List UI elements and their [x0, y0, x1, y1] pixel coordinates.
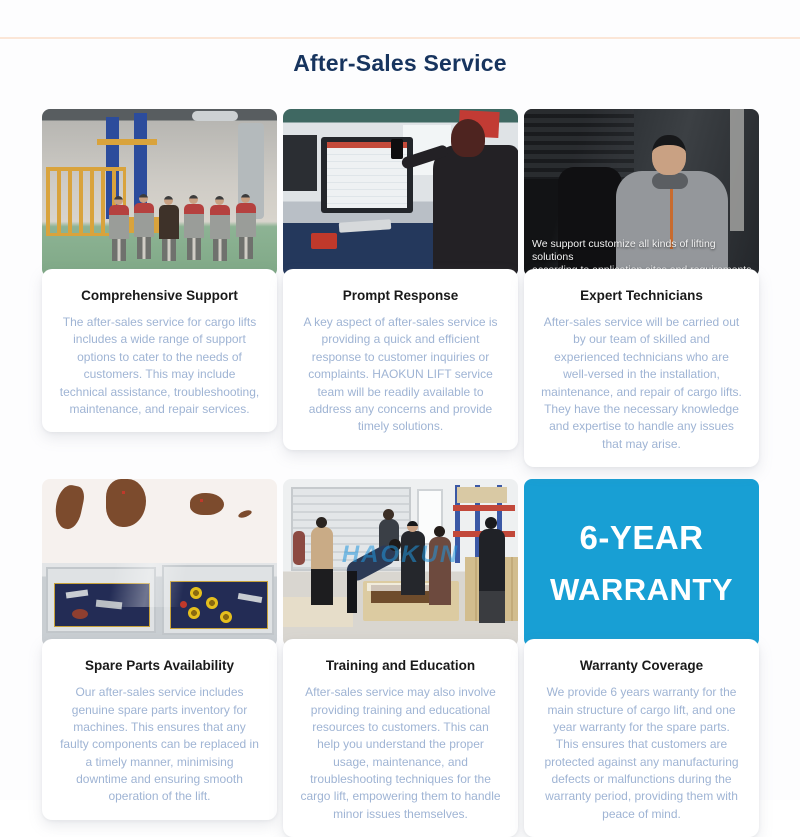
worker-figure: [159, 205, 179, 261]
world-map-australia-art: [190, 493, 224, 515]
world-map-africa-art: [106, 479, 146, 527]
cell-comprehensive-support: [42, 109, 277, 467]
service-cards-grid: [42, 109, 759, 837]
card-body: The after-sales service for cargo lifts includes a wide range of support options to cater to the needs of customers. This may include technical assistance, troubleshooting, maintenance, and repair services.: [59, 315, 260, 416]
jacket-collar-art: [652, 173, 688, 189]
card-training-and-education: [283, 639, 518, 837]
bending-worker-legs-art: [347, 571, 357, 613]
bright-door-edge-art: [730, 109, 744, 231]
rack-beam-art: [453, 505, 515, 511]
keyboard-art: [339, 219, 392, 233]
card-body: After-sales service will be carried out by our team of skilled and experienced technicians who are well-versed in the installation, maintenance, and repair of cargo lifts. They have the necessary knowledge and expertise to handle any issues that may arise.: [541, 315, 742, 451]
card-body: We provide 6 years warranty for the main structure of cargo lift, and one year warranty for the spare parts. This ensures that customers are protected against any manufacturing defects or malfunctions during the warranty period, providing them with peace of mind.: [544, 685, 739, 821]
cell-warranty-coverage: [524, 479, 759, 837]
cell-expert-technicians: [524, 109, 759, 467]
visitor-head-art: [485, 517, 497, 529]
photo-factory-lift-team: [42, 109, 277, 277]
card-body: After-sales service may also involve providing training and educational resources to customers. This can help you understand the proper usage, maintenance, and troubleshooting techniques for the cargo lift, empowering them to handle minor issues themselves.: [300, 685, 501, 821]
card-title: Expert Technicians: [580, 288, 703, 303]
yellow-beam-art: [97, 139, 157, 145]
worker-figure: [210, 205, 230, 261]
warranty-banner-line-2: WARRANTY: [549, 572, 734, 608]
card-prompt-response: [283, 269, 518, 450]
worker-figure: [134, 203, 154, 259]
cell-prompt-response: [283, 109, 518, 467]
map-pin-dot-art: [122, 491, 125, 494]
world-map-south-america-art: [52, 483, 87, 531]
worker-figure: [184, 204, 204, 260]
card-title: Warranty Coverage: [579, 658, 704, 674]
back-monitor-art: [283, 135, 317, 191]
red-calculator-art: [311, 233, 337, 249]
stored-crate-art: [457, 487, 507, 503]
worker-figure: [236, 203, 256, 259]
haokun-watermark: HAOKUN: [341, 541, 460, 569]
customer-head-art: [451, 119, 485, 157]
top-divider-line: [0, 37, 800, 39]
card-title: Training and Education: [325, 658, 476, 674]
phone-art: [391, 139, 403, 159]
photo-spare-parts-showroom: [42, 479, 277, 647]
photo-crate-packing: [283, 479, 518, 647]
visitor-head-art: [434, 526, 445, 537]
card-comprehensive-support: [42, 269, 277, 432]
card-title: Prompt Response: [342, 288, 459, 303]
technician-head-art: [652, 135, 686, 175]
card-title: Spare Parts Availability: [84, 658, 235, 674]
worker-figure: [109, 205, 129, 261]
photo-office-service-desk: [283, 109, 518, 277]
customer-figure-art: [433, 145, 518, 277]
cell-training-and-education: [283, 479, 518, 837]
glass-reflection-art: [42, 563, 277, 607]
card-body: A key aspect of after-sales service is providing a quick and efficient response to customer inquiries or complaints. HAOKUN LIFT service team will be readily available to address any concerns and provide timely solutions.: [303, 315, 498, 434]
map-pin-dot-art: [200, 499, 203, 502]
warranty-banner: [524, 479, 759, 647]
card-title: Comprehensive Support: [81, 288, 238, 303]
video-caption-line-1: We support customize all kinds of lifting solutions: [532, 238, 716, 263]
warranty-banner-line-1: 6-YEAR: [579, 519, 704, 557]
cell-spare-parts-availability: [42, 479, 277, 837]
photo-technician-at-desk: [524, 109, 759, 277]
page-title: After-Sales Service: [293, 50, 507, 76]
card-body: Our after-sales service includes genuine spare parts inventory for machines. This ensures that any faulty components can be replaced in a timely manner, minimising downtime and ensuring smooth operation of the lift.: [60, 685, 259, 804]
ceiling-duct-art: [192, 111, 238, 121]
card-warranty-coverage: [524, 639, 759, 837]
world-map-island-art: [237, 509, 252, 519]
card-expert-technicians: [524, 269, 759, 467]
card-spare-parts-availability: [42, 639, 277, 820]
